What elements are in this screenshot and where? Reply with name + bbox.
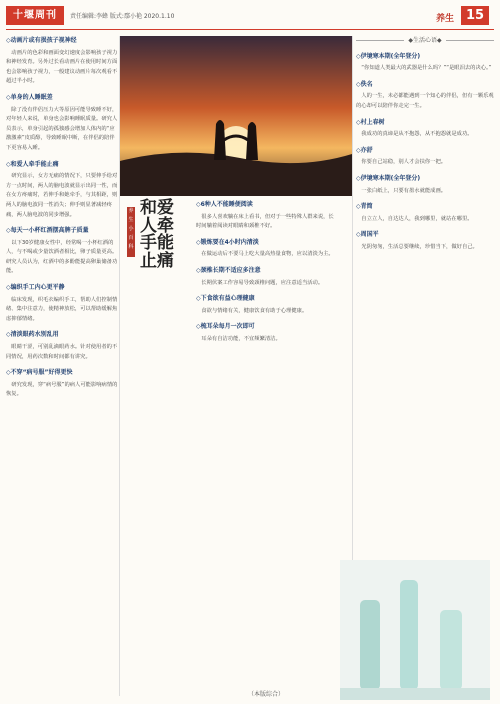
article-title: ◇佚名 xyxy=(356,80,373,88)
page-number: 15 xyxy=(461,6,489,25)
article-title: ◇伊境寒本期(全年登分) xyxy=(356,52,421,60)
page-footer: （本版综合） xyxy=(248,691,285,698)
article-body: 我成功的真谛是从不抱怨，从不抱怨就是成功。 xyxy=(361,131,473,138)
article-body: 一张白纸上，只要有墨水就能成画。 xyxy=(361,187,447,194)
section-name: 养生 xyxy=(436,14,455,24)
article-title: ◇伊境寒本期(全年登分) xyxy=(356,174,421,182)
header-rule xyxy=(6,29,494,30)
article-body: 研究显示，女方无痛的情况下，只要伸手给对方一点时间，两人的脑电波就显示出同一性，而在女方疼痛时，若伸手和她牵手，与其相距，则两人的脑电波同一性消失；伸手则显著减轻疼痛，两人脑电波的同步增强。 xyxy=(6,173,118,218)
article-body: 长期伏案工作容易导致颈椎问题，应注意适当活动。 xyxy=(201,279,324,286)
article-body: 动画片的色彩和画面变幻速度会影响孩子视力和神经发育。另外过长看动画片在使用时间方面也会影响孩子视力，一般建议动画片每次观看不超过半小时。 xyxy=(6,49,118,85)
article-body: 光阴匆匆，生活总要继续，珍惜当下，做好自己。 xyxy=(361,243,478,250)
article-body: 耳朵有自洁功能，不宜频繁清洁。 xyxy=(201,335,281,342)
feature-title: 和爱人牵手能止痛 xyxy=(140,198,174,271)
article-body: 在做运动后不要马上吃大量高热量食物，应以清淡为主。 xyxy=(201,251,334,258)
article-body: 你要自己站稳，别人才会扶你一把。 xyxy=(361,159,447,166)
article-body: 人的一生，未必都能遇到一个知心的伴侣，但有一颗乐观的心却可以陪伴你走完一生。 xyxy=(356,93,494,109)
article-body: 自立立人，自达达人，我到哪里，就站在哪里。 xyxy=(361,215,473,222)
article-title: ◇单身的人睡眠差 xyxy=(6,93,53,101)
article-body: “你知道人类最大的武器是什么吗？”“是眼泪去的决心。” xyxy=(361,65,492,72)
editor-credits: 责任编辑:李蜂 版式:鄢小艳 2020.1.10 xyxy=(70,13,175,20)
article-body: 临床发现，织毛衣编织手工，帮助人们控制情绪、集中注意力，使精神放松，可以帮助缓解焦虑抑郁情绪。 xyxy=(6,296,118,322)
article-body: 食欲与情绪有关，健康饮食有助于心理健康。 xyxy=(201,307,308,314)
life-quotes-header xyxy=(356,36,494,46)
article-title: ◇编织手工内心更平静 xyxy=(6,284,65,292)
column-left xyxy=(6,36,118,700)
page-header xyxy=(0,0,500,30)
article-title: ◇梳耳朵每月一次即可 xyxy=(196,323,255,331)
article-title: ◇村上春树 xyxy=(356,118,385,126)
article-title: ◇亦舒 xyxy=(356,146,373,154)
bottles-photo xyxy=(340,560,490,700)
article-body: 很多人喜欢躺在床上看书，但对于一些特殊人群来说，长时间躺着阅读对眼睛和颈椎不好。 xyxy=(196,213,334,230)
article-body: 眼睛干涩，可别乱滴眼药水。针对使用者的不同情况，用药次数和时间都有讲究。 xyxy=(6,344,118,360)
feature-tag: 养生小百科 xyxy=(127,207,135,257)
article-title: ◇6种人不能睡便阅读 xyxy=(196,201,253,208)
article-title: ◇下食欲有益心理健康 xyxy=(196,295,255,303)
article-body: 除了没有伴侣压力大等原因可能导致睡不好，对年轻人来说，单身也会影响睡眠质量。研究人员表示，单身引起的孤独感会增加人体内的“应激激素”皮质醇，导致睡眠中断，在伴侣的陪伴下更容易入睡。 xyxy=(6,106,118,151)
article-title: ◇锻炼要在4小时内清淡 xyxy=(196,238,259,246)
box-title: ◆生活心语◆ xyxy=(408,37,442,44)
article-title: ◇颈椎长期不适应多注意 xyxy=(196,266,261,274)
article-title: ◇不穿“病号服”好得更快 xyxy=(6,369,73,377)
article-title: ◇青简 xyxy=(356,203,373,211)
article-title: ◇清淡眼药水别乱用 xyxy=(6,331,59,339)
masthead: 十堰周刊 xyxy=(6,6,64,25)
article-title: ◇每天一小杯红酒摆高脾子质量 xyxy=(6,227,89,235)
article-title: ◇和爱人牵手能止痛 xyxy=(6,160,59,168)
article-title: ◇动画片或有损孩子视神经 xyxy=(6,37,77,44)
article-body: 研究发现，穿“病号服”的病人可能影响病情的恢复。 xyxy=(6,381,118,398)
column-middle xyxy=(196,200,336,700)
article-body: 以下30岁健康女性中，经常喝一小杯红酒的人，与不喝或少量饮酒者相比，卵子质量更高。研究人员认为，红酒中的多酚能提高卵巢储备功能。 xyxy=(6,239,118,275)
sunset-couple-photo xyxy=(120,36,352,196)
article-title: ◇周国平 xyxy=(356,231,379,239)
